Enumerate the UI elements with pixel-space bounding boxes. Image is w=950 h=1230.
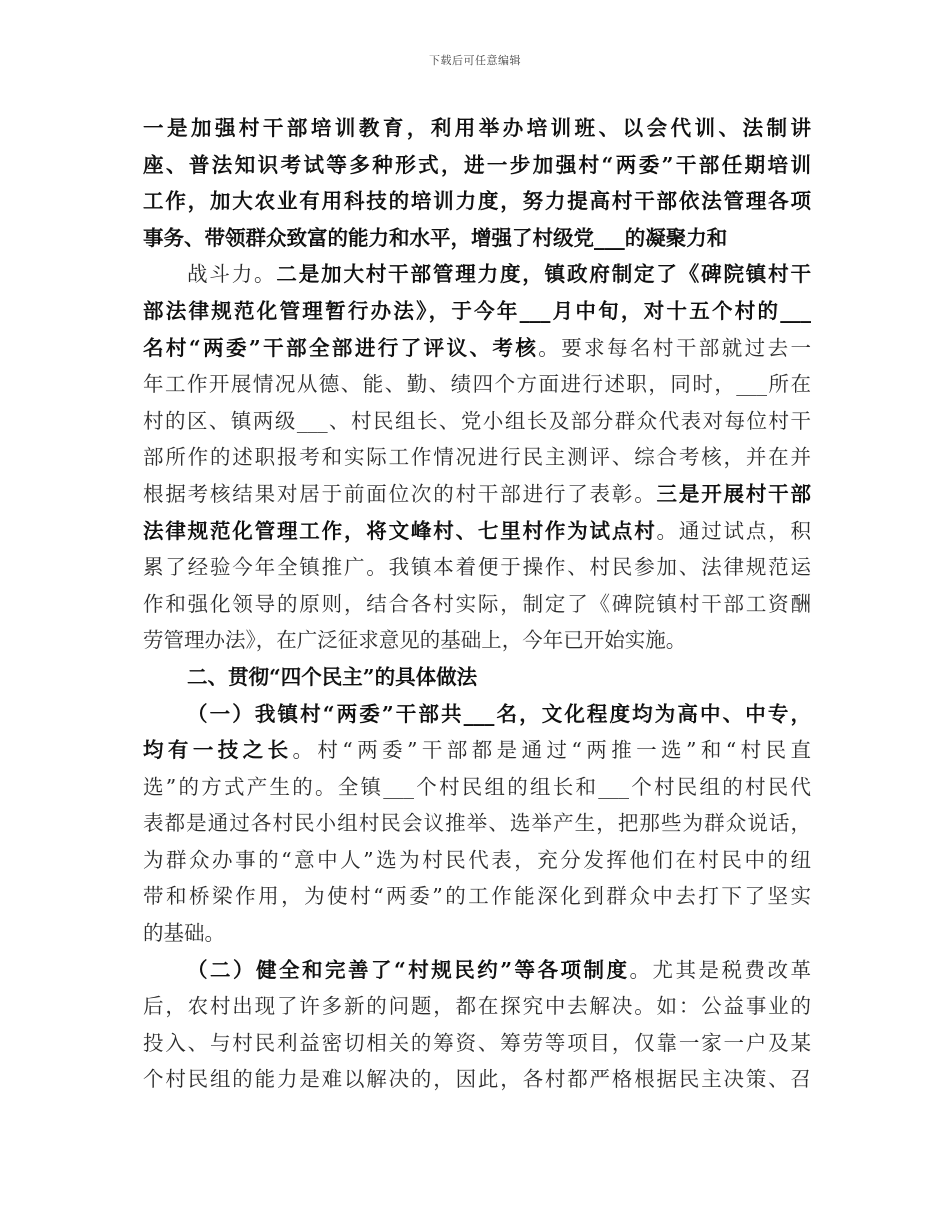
text-run: 表都是通过各村民小组村民会议推举、选举产生，把那些为群众说话， (143, 811, 811, 836)
p3-line-6 (143, 878, 811, 915)
text-run: （二）健全和完善了“村规民约”等各项制度 (187, 957, 630, 982)
p1-line-4 (143, 220, 811, 257)
p2-line-2 (143, 293, 811, 330)
text-run: 个村民组的能力是难以解决的，因此，各村都严格根据民主决策、召 (143, 1067, 811, 1092)
p2-line-6 (143, 439, 811, 476)
p1-line-1 (143, 110, 811, 147)
p3-line-1 (143, 696, 811, 733)
text-run: 事务、带领群众致富的能力和水平，增强了村级党___的凝聚力和 (143, 225, 728, 250)
text-run: 。村“两委”干部都是通过“两推一选”和“村民直 (292, 738, 811, 763)
text-run: 为群众办事的“意中人”选为村民代表，充分发挥他们在村民中的纽 (143, 847, 811, 872)
p4-line-2 (143, 988, 811, 1025)
text-run: 根据考核结果对居于前面位次的村干部进行了表彰。 (143, 481, 657, 506)
p1-line-3 (143, 183, 811, 220)
text-run: 名村“两委”干部全部进行了评议、考核 (143, 335, 539, 360)
p4-line-4 (143, 1061, 811, 1098)
p2-line-1 (143, 256, 811, 293)
text-run: 作和强化领导的原则，结合各村实际，制定了《碑院镇村干部工资酬 (143, 591, 811, 616)
text-run: 带和桥梁作用，为使村“两委”的工作能深化到群众中去打下了坚实 (143, 884, 811, 909)
p4-line-3 (143, 1025, 811, 1062)
text-run: 的基础。 (143, 921, 225, 946)
p3-line-2 (143, 732, 811, 769)
document-body (143, 110, 811, 1098)
p2-line-9 (143, 549, 811, 586)
page-header: 下载后可任意编辑 (429, 54, 521, 67)
p2-line-8 (143, 513, 811, 550)
p2-line-7 (143, 476, 811, 513)
p2-line-5 (143, 403, 811, 440)
text-run: 一是加强村干部培训教育，利用举办培训班、以会代训、法制讲 (143, 116, 811, 140)
text-run: 。尤其是税费改革 (629, 957, 811, 982)
p1-line-2 (143, 147, 811, 184)
text-run: 法律规范化管理工作，将文峰村、七里村作为试点村 (143, 518, 657, 543)
text-run: 投入、与村民利益密切相关的筹资、筹劳等项目，仅靠一家一户及某 (143, 1030, 811, 1055)
text-run: 战斗力。 (187, 262, 277, 287)
text-run: 年工作开展情况从德、能、勤、绩四个方面进行述职，同时，___所在 (143, 372, 811, 397)
text-run: 。要求每名村干部就过去一 (538, 335, 811, 360)
p2-line-11 (143, 622, 811, 659)
p4-line-1 (143, 952, 811, 989)
text-run: 均有一技之长 (143, 738, 293, 763)
text-run: 。通过试点，积 (656, 518, 811, 543)
text-run: 座、普法知识考试等多种形式，进一步加强村“两委”干部任期培训 (143, 152, 811, 177)
text-run: 二是加大村干部管理力度，镇政府制定了《碑院镇村干 (276, 262, 811, 287)
text-run: 累了经验今年全镇推广。我镇本着便于操作、村民参加、法律规范运 (143, 555, 811, 580)
text-run: 村的区、镇两级___、村民组长、党小组长及部分群众代表对每位村干 (143, 408, 811, 433)
text-run: 部所作的述职报考和实际工作情况进行民主测评、综合考核，并在并 (143, 445, 811, 470)
text-run: 后，农村出现了许多新的问题，都在探究中去解决。如：公益事业的 (143, 994, 811, 1019)
p3-line-5 (143, 842, 811, 879)
text-run: 三是开展村干部 (656, 481, 811, 506)
text-run: 选”的方式产生的。全镇___个村民组的组长和___个村民组的村民代 (143, 774, 811, 799)
p2-line-4 (143, 366, 811, 403)
text-run: 工作，加大农业有用科技的培训力度，努力提高村干部依法管理各项 (143, 189, 811, 214)
text-run: 二、贯彻“四个民主”的具体做法 (187, 664, 478, 689)
section-heading (143, 659, 811, 696)
p3-line-7 (143, 915, 811, 952)
p3-line-4 (143, 805, 811, 842)
p2-line-3 (143, 330, 811, 367)
text-run: 劳管理办法》，在广泛征求意见的基础上，今年已开始实施。 (143, 628, 687, 653)
text-run: 部法律规范化管理暂行办法》，于今年___月中旬，对十五个村的___ (143, 298, 811, 323)
p2-line-10 (143, 586, 811, 623)
text-run: （一）我镇村“两委”干部共___名，文化程度均为高中、中专， (187, 701, 811, 726)
p3-line-3 (143, 769, 811, 806)
